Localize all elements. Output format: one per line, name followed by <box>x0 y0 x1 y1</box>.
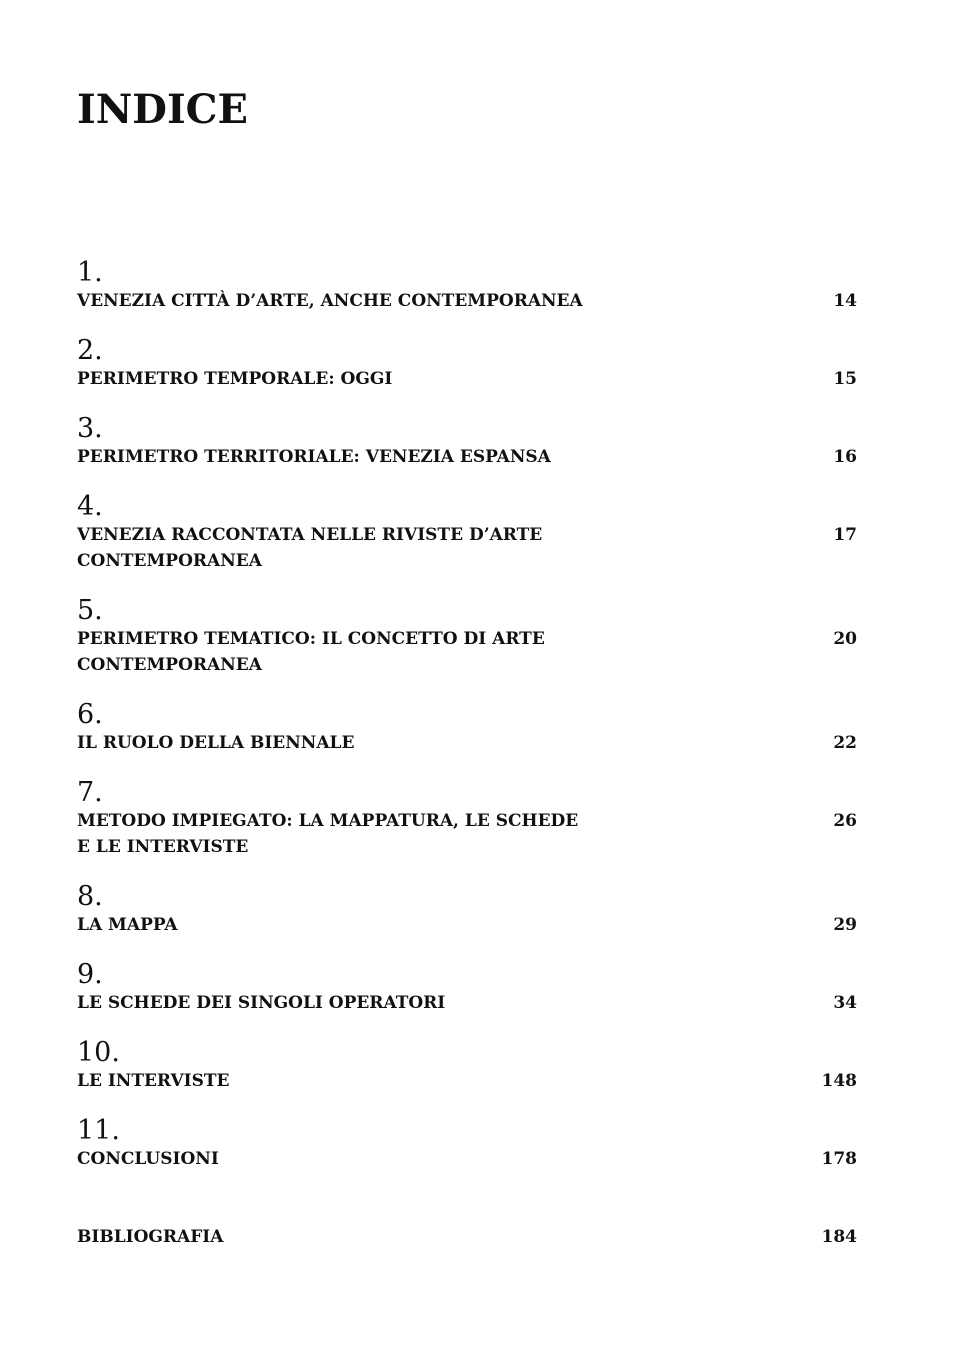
entry-page-number: 16 <box>833 447 857 467</box>
toc-entry-bibliography[interactable] <box>77 1194 857 1250</box>
entry-page-number: 15 <box>833 369 857 389</box>
entry-page-number: 17 <box>833 525 857 545</box>
entry-page-number: 34 <box>833 993 857 1013</box>
entry-page-number: 20 <box>833 629 857 649</box>
toc-entry-3[interactable] <box>77 414 857 470</box>
entry-title: BIBLIOGRAFIA <box>77 1227 224 1247</box>
entry-number: 11. <box>77 1115 120 1146</box>
entry-title: PERIMETRO TERRITORIALE: VENEZIA ESPANSA <box>77 447 551 467</box>
toc-entry-1[interactable] <box>77 258 857 314</box>
entry-title: LE INTERVISTE <box>77 1071 230 1091</box>
entry-title: IL RUOLO DELLA BIENNALE <box>77 733 355 753</box>
entry-page-number: 148 <box>821 1071 857 1091</box>
toc-entry-8[interactable] <box>77 882 857 938</box>
entry-number: 8. <box>77 881 103 912</box>
entry-title: CONCLUSIONI <box>77 1149 219 1169</box>
entry-number: 7. <box>77 777 103 808</box>
entry-number: 6. <box>77 699 103 730</box>
entry-title: LA MAPPA <box>77 915 178 935</box>
toc-entry-5[interactable] <box>77 596 857 678</box>
entry-number: 3. <box>77 413 103 444</box>
entry-number: 1. <box>77 257 103 288</box>
entry-page-number: 14 <box>833 291 857 311</box>
toc-entry-10[interactable] <box>77 1038 857 1094</box>
page-title: INDICE <box>77 86 248 133</box>
entry-page-number: 22 <box>833 733 857 753</box>
entry-title: VENEZIA CITTÀ D’ARTE, ANCHE CONTEMPORANEA <box>77 291 583 311</box>
toc-entry-7[interactable] <box>77 778 857 860</box>
entry-title: PERIMETRO TEMATICO: IL CONCETTO DI ARTE CONTEMPORANEA <box>77 629 545 675</box>
entry-number: 10. <box>77 1037 120 1068</box>
toc-entry-6[interactable] <box>77 700 857 756</box>
entry-page-number: 29 <box>833 915 857 935</box>
entry-number: 9. <box>77 959 103 990</box>
toc-entry-2[interactable] <box>77 336 857 392</box>
entry-title: LE SCHEDE DEI SINGOLI OPERATORI <box>77 993 446 1013</box>
entry-number: 4. <box>77 491 103 522</box>
entry-title: METODO IMPIEGATO: LA MAPPATURA, LE SCHEDE E LE INTERVISTE <box>77 811 579 857</box>
toc-entry-9[interactable] <box>77 960 857 1016</box>
entry-page-number: 178 <box>821 1149 857 1169</box>
entry-number: 2. <box>77 335 103 366</box>
toc-entry-11[interactable] <box>77 1116 857 1172</box>
entry-page-number: 184 <box>821 1227 857 1247</box>
entry-number: 5. <box>77 595 103 626</box>
entry-number <box>77 1194 857 1224</box>
entry-title: VENEZIA RACCONTATA NELLE RIVISTE D’ARTE CONTEMPORANEA <box>77 525 543 571</box>
entry-title: PERIMETRO TEMPORALE: OGGI <box>77 369 393 389</box>
entry-page-number: 26 <box>833 811 857 831</box>
toc-entry-4[interactable] <box>77 492 857 574</box>
